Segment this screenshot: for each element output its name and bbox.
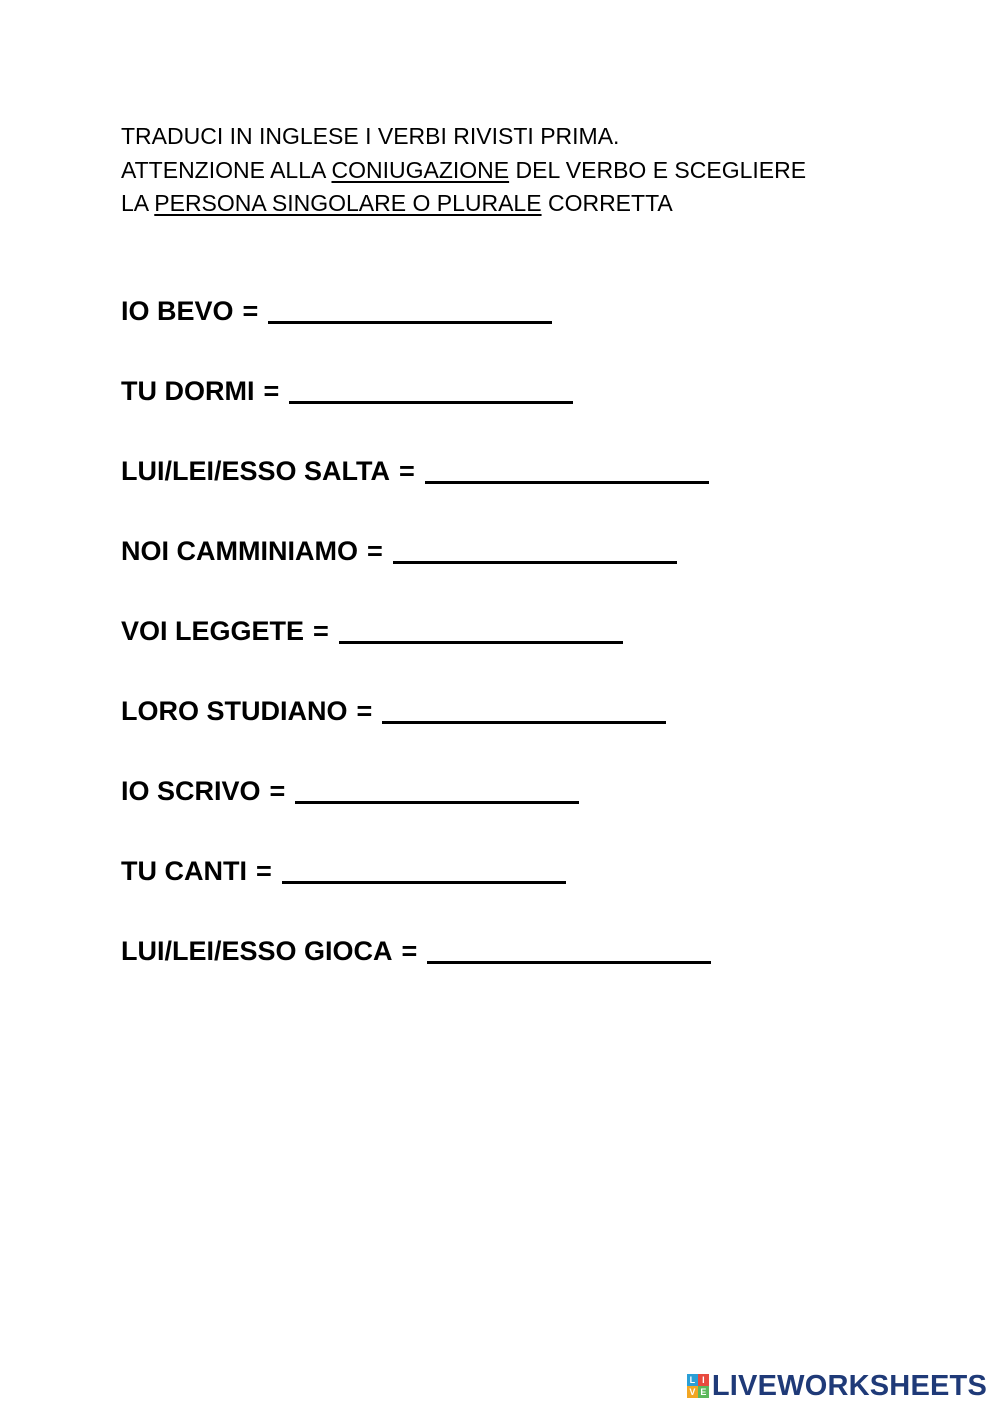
- equals-sign: =: [399, 456, 415, 486]
- answer-input[interactable]: [268, 294, 552, 324]
- instructions: [121, 120, 806, 221]
- instruction-text: DEL VERBO E SCEGLIERE: [509, 156, 807, 183]
- exercise-row: [121, 290, 711, 370]
- verb-prompt: NOI CAMMINIAMO: [121, 536, 358, 566]
- logo-mark-letter: L: [687, 1374, 698, 1386]
- answer-input[interactable]: [425, 454, 709, 484]
- verb-prompt: LUI/LEI/ESSO SALTA: [121, 456, 391, 486]
- verb-prompt: TU DORMI: [121, 376, 255, 406]
- exercise-row: [121, 690, 711, 770]
- exercise-row: [121, 850, 711, 930]
- answer-input[interactable]: [382, 694, 666, 724]
- logo-mark-letter: V: [687, 1386, 698, 1398]
- equals-sign: =: [313, 616, 329, 646]
- instruction-text: ATTENZIONE ALLA: [121, 156, 332, 183]
- equals-sign: =: [242, 296, 259, 326]
- instruction-line-1: TRADUCI IN INGLESE I VERBI RIVISTI PRIMA.: [121, 123, 620, 149]
- verb-prompt: IO SCRIVO: [121, 776, 261, 806]
- equals-sign: =: [356, 696, 373, 726]
- underlined-term-persona: PERSONA SINGOLARE O PLURALE: [154, 190, 542, 216]
- verb-prompt: IO BEVO: [121, 296, 234, 326]
- answer-input[interactable]: [339, 614, 623, 644]
- exercise-row: [121, 530, 711, 610]
- answer-input[interactable]: [427, 934, 711, 964]
- answer-input[interactable]: [295, 774, 579, 804]
- exercise-row: [121, 450, 711, 530]
- equals-sign: =: [263, 376, 280, 406]
- exercise-row: [121, 930, 711, 1010]
- underlined-term-coniugazione: CONIUGAZIONE: [331, 156, 510, 183]
- verb-prompt: LORO STUDIANO: [121, 696, 348, 726]
- exercise-row: [121, 370, 711, 450]
- exercise-row: [121, 610, 711, 690]
- equals-sign: =: [269, 776, 286, 806]
- equals-sign: =: [366, 536, 383, 566]
- logo-mark-letter: E: [698, 1386, 709, 1398]
- answer-input[interactable]: [289, 374, 573, 404]
- instruction-line-3: [121, 187, 806, 221]
- exercise-list: [121, 290, 711, 1010]
- liveworksheets-logo-icon: [687, 1374, 709, 1398]
- answer-input[interactable]: [282, 854, 566, 884]
- instruction-text: CORRETTA: [541, 190, 673, 216]
- equals-sign: =: [401, 936, 418, 966]
- verb-prompt: LUI/LEI/ESSO GIOCA: [121, 936, 393, 966]
- liveworksheets-logo: [687, 1370, 987, 1402]
- instruction-text: LA: [121, 190, 155, 216]
- instruction-line-2: [121, 154, 806, 188]
- logo-mark-letter: I: [698, 1374, 709, 1386]
- verb-prompt: VOI LEGGETE: [121, 616, 305, 646]
- exercise-row: [121, 770, 711, 850]
- verb-prompt: TU CANTI: [121, 856, 247, 886]
- equals-sign: =: [255, 856, 272, 886]
- logo-text: LIVEWORKSHEETS: [711, 1369, 987, 1402]
- answer-input[interactable]: [393, 534, 677, 564]
